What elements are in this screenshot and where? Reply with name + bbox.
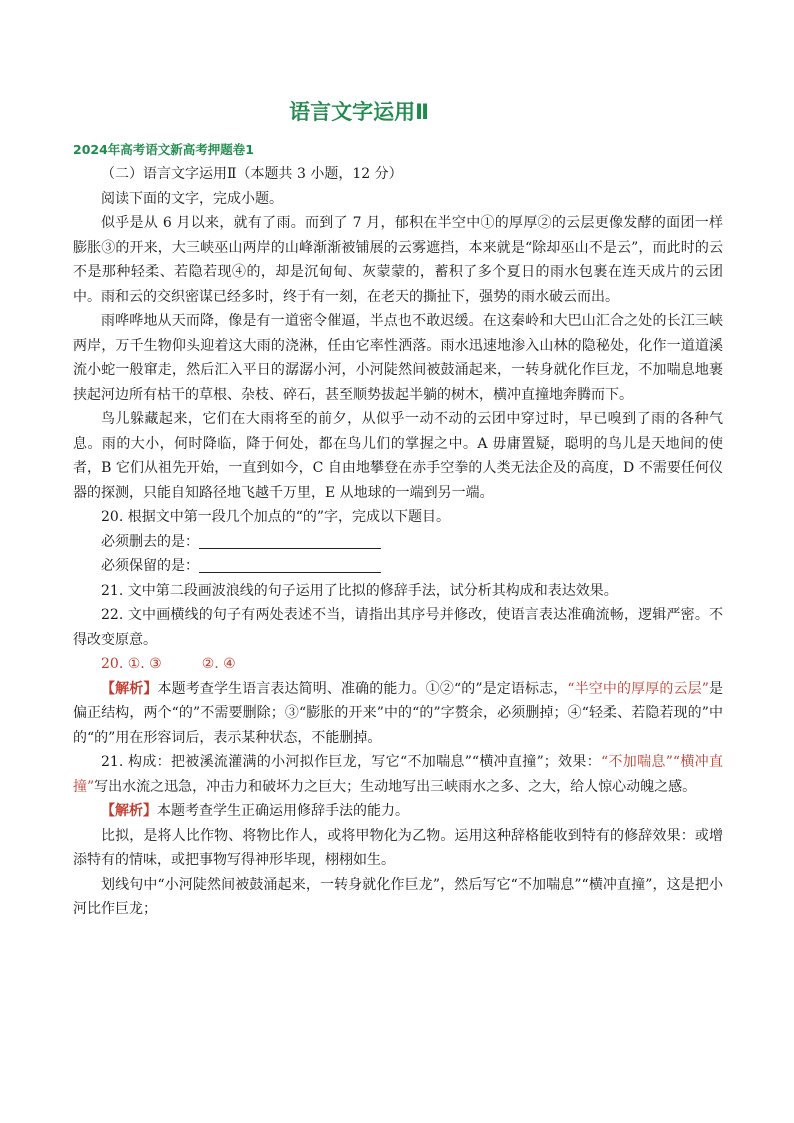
instruction: 阅读下面的文字，完成小题。 [101, 190, 283, 207]
q20-delete-label: 必须删去的是： [101, 533, 199, 550]
answer-21 [73, 750, 723, 799]
question-20: 20. 根据文中第一段几个加点的“的”字，完成以下题目。 [101, 509, 451, 525]
a20-text-red: “半空中的厚厚的云层” [567, 680, 709, 697]
a21-text-red: “不加喘息”“横冲直撞” [73, 754, 723, 795]
q20-keep-line [73, 554, 723, 579]
page-title: 语言文字运用Ⅱ [289, 100, 429, 124]
passage-paragraph-3: 鸟儿躲藏起来，它们在大雨将至的前夕，从似乎一动不动的云团中穿过时，早已嗅到了雨的各种气息。雨的大小，何时降临，降于何处，都在鸟儿们的掌握之中。A 毋庸置疑，聪明的鸟儿是天地间的使者，B 它们从祖先开始，一直到如今，C 自由地攀登在赤手空拳的人类无法企及的高度，D 不需要任何仪器的探测，只能自知路径地飞越千万里，E 从地球的一端到另一端。 [73, 411, 723, 501]
a20-text-1: 本题考查学生语言表达简明、准确的能力。①②“的”是定语标志， [157, 680, 568, 697]
a20-text-2: 是偏正结构，两个“的”不需要删除；③“膨胀的开来”中的“的”字赘余，必须删掉；④“轻柔、若隐若现的”中的“的”用在形容词后，表示某种状态，不能删掉。 [73, 680, 724, 746]
q20-delete-blank[interactable] [199, 534, 381, 549]
answer-21-analysis [73, 799, 723, 824]
answer-20-part2: ②. ④ [201, 656, 236, 672]
analysis-tag-2: 【解析】 [101, 803, 157, 819]
answer-21-paragraph-1: 比拟，是将人比作物、将物比作人，或将甲物化为乙物。运用这种辞格能收到特有的修辞效果：或增添特有的情味，或把事物写得神形毕现，栩栩如生。 [73, 827, 723, 868]
answer-20-part1: ①. ③ [127, 656, 162, 672]
answer-20 [73, 652, 723, 677]
question-21: 21. 文中第二段画波浪线的句子运用了比拟的修辞手法，试分析其构成和表达效果。 [101, 582, 618, 599]
answer-21-paragraph-2: 划线句中“小河陡然间被鼓涌起来，一转身就化作巨龙”，然后写它“不加喘息”“横冲直撞”，这是把小河比作巨龙； [73, 876, 723, 917]
q20-keep-label: 必须保留的是： [101, 558, 199, 574]
passage-paragraph-2: 雨哗哗地从天而降，像是有一道密令催逼，半点也不敢迟缓。在这秦岭和大巴山汇合之处的长江三峡两岸，万千生物仰头迎着这大雨的浇淋，任由它率性洒落。雨水迅速地渗入山林的隐秘处，化作一道道溪流小蛇一般窜走，然后汇入平日的潺潺小河，小河陡然间被鼓涌起来，一转身就化作巨龙，不加喘息地裹挟起河边所有枯干的草根、杂枝、碎石，甚至顺势拔起半躺的树木，横冲直撞地奔腾而下。 [73, 313, 723, 403]
document-body [73, 162, 723, 922]
answer-20-analysis [73, 677, 723, 751]
q20-delete-line [73, 530, 723, 555]
analysis-tag: 【解析】 [101, 680, 158, 697]
a21-text-2: 写出水流之迅急，冲击力和破坏力之巨大；生动地写出三峡雨水之多、之大，给人惊心动魄之感。 [94, 778, 697, 795]
q20-keep-blank[interactable] [199, 558, 381, 573]
passage-paragraph-1: 似乎是从 6 月以来，就有了雨。而到了 7 月，郁积在半空中①的厚厚②的云层更像发酵的面团一样膨胀③的开来，大三峡巫山两岸的山峰渐渐被铺展的云雾遮挡，本来就是“除却巫山不是云”，而此时的云不是那种轻柔、若隐若现④的，却是沉甸甸、灰蒙蒙的，蓄积了多个夏日的雨水包裹在连天成片的云团中。雨和云的交织密谋已经多时，终于有一刻，在老天的撕扯下，强势的雨水破云而出。 [73, 215, 723, 305]
section-heading: （二）语言文字运用Ⅱ（本题共 3 小题，12 分） [101, 166, 403, 182]
source-label: 2024年高考语文新高考押题卷1 [73, 142, 254, 157]
question-22: 22. 文中画横线的句子有两处表述不当，请指出其序号并修改，使语言表达准确流畅，逻辑严密。不得改变原意。 [73, 607, 723, 648]
a21-analysis: 本题考查学生正确运用修辞手法的能力。 [157, 803, 409, 819]
a21-text-1: 21. 构成：把被溪流灌满的小河拟作巨龙，写它“不加喘息”“横冲直撞”；效果： [101, 754, 602, 770]
answer-20-number: 20. [101, 656, 124, 672]
